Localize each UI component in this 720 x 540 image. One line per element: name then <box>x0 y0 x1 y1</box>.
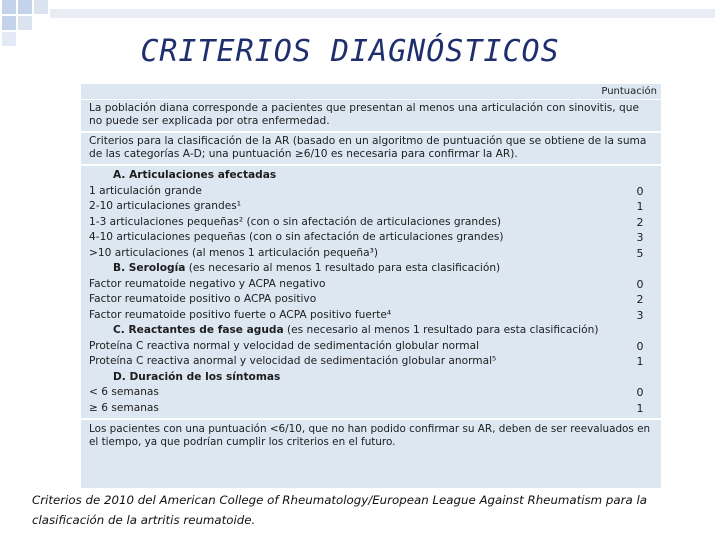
criterion-row <box>81 277 661 293</box>
target-population: La población diana corresponde a pacientes que presentan al menos una articulación con sinovitis, que no puede ser explicada por otra enfermedad. <box>81 100 661 133</box>
criterion-row <box>81 308 661 324</box>
category-title: B. Serología <box>113 262 186 274</box>
criterion-label: Factor reumatoide positivo fuerte o ACPA positivo fuerte⁴ <box>89 308 392 321</box>
criterion-label: 1 articulación grande <box>89 184 202 197</box>
category-heading <box>81 370 661 386</box>
criterion-row <box>81 215 661 231</box>
criterion-label: 4-10 articulaciones pequeñas (con o sin afectación de articulaciones grandes) <box>89 231 504 243</box>
criterion-points: 1 <box>636 355 644 368</box>
category-title: D. Duración de los síntomas <box>113 370 281 383</box>
criterion-points: 5 <box>636 246 644 260</box>
criterion-row <box>81 385 661 401</box>
category-heading <box>81 261 661 277</box>
criteria-intro: Criterios para la clasificación de la AR (basado en un algoritmo de puntuación que se obtiene de la suma de las categorías A-D; una puntuación ≥6/10 es necesaria para confirmar la AR). <box>81 133 661 166</box>
criterion-label: Proteína C reactiva anormal y velocidad de sedimentación globular anormal⁵ <box>89 355 497 367</box>
criterion-row <box>81 230 661 246</box>
criterion-label: 2-10 articulaciones grandes¹ <box>89 200 241 212</box>
criterion-label: 1-3 articulaciones pequeñas² (con o sin afectación de articulaciones grandes) <box>89 215 502 228</box>
category-title: A. Articulaciones afectadas <box>113 169 277 181</box>
criterion-points: 0 <box>636 339 644 353</box>
criterion-points: 1 <box>636 200 644 213</box>
criterion-label: Factor reumatoide positivo o ACPA positivo <box>89 293 317 305</box>
criterion-label: >10 articulaciones (al menos 1 articulación pequeña³) <box>89 246 379 259</box>
criterion-points: 0 <box>636 277 644 291</box>
criterion-row <box>81 292 661 308</box>
criterion-row <box>81 184 661 200</box>
criterion-row <box>81 401 661 417</box>
table-footnote: Los pacientes con una puntuación <6/10, que no han podido confirmar su AR, deben de ser reevaluados en el tiempo, ya que podrían cumplir los criterios en el futuro. <box>89 423 651 448</box>
score-column-header: Puntuación <box>81 84 661 100</box>
category-note: (es necesario al menos 1 resultado para esta clasificación) <box>185 262 501 274</box>
category-note: (es necesario al menos 1 resultado para esta clasificación) <box>283 324 599 336</box>
criterion-label: ≥ 6 semanas <box>89 401 159 414</box>
category-heading <box>81 323 661 339</box>
criterion-label: Proteína C reactiva normal y velocidad de sedimentación globular normal <box>89 339 480 352</box>
criterion-points: 0 <box>636 386 644 399</box>
criterion-points: 3 <box>636 231 644 244</box>
criteria-table <box>81 84 661 488</box>
criterion-points: 1 <box>636 401 644 415</box>
category-heading <box>81 168 661 184</box>
criterion-points: 0 <box>636 184 644 198</box>
criterion-label: < 6 semanas <box>89 386 159 398</box>
criterion-row <box>81 246 661 262</box>
criterion-row <box>81 354 661 370</box>
criterion-label: Factor reumatoide negativo y ACPA negativo <box>89 277 326 290</box>
criterion-row <box>81 199 661 215</box>
category-block <box>81 166 661 420</box>
criterion-row <box>81 339 661 355</box>
criterion-points: 3 <box>636 308 644 322</box>
criterion-points: 2 <box>636 215 644 229</box>
criterion-points: 2 <box>636 293 644 306</box>
category-title: C. Reactantes de fase aguda <box>113 324 284 336</box>
slide-caption: Criterios de 2010 del American College of Rheumatology/European League Against Rheumatism para la clasificación de la artritis reumatoide. <box>32 493 647 527</box>
slide-title: CRITERIOS DIAGNÓSTICOS <box>140 34 560 69</box>
